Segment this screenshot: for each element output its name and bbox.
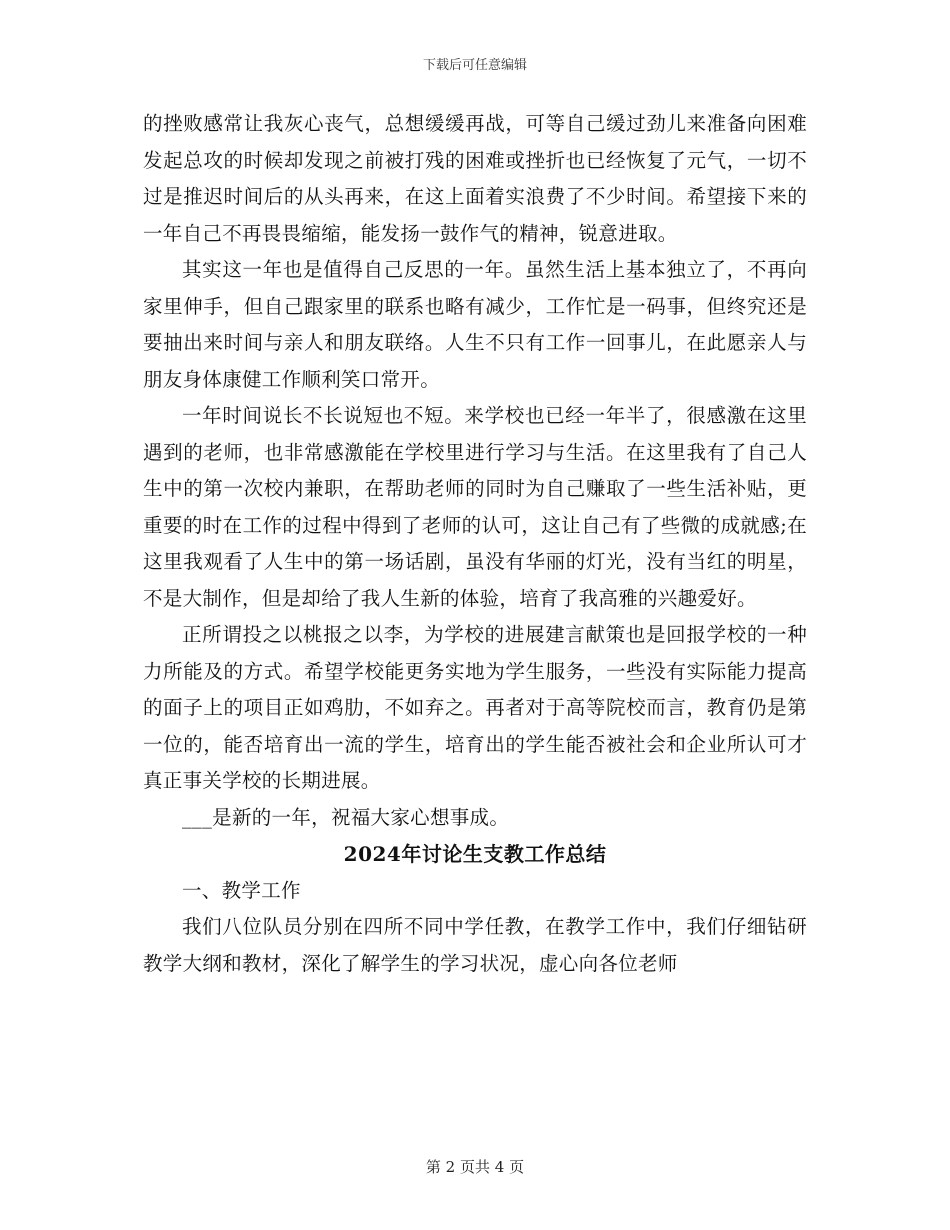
document-body [143, 106, 807, 982]
paragraph-2: 其实这一年也是值得自己反思的一年。虽然生活上基本独立了，不再向家里伸手，但自己跟家里的联系也略有减少，工作忙是一码事，但终究还是要抽出来时间与亲人和朋友联络。人生不只有工作一回事儿，在此愿亲人与朋友身体康健工作顺利笑口常开。 [143, 258, 807, 391]
page-footer: 第 2 页共 4 页 [425, 1158, 525, 1176]
section-title: 2024年讨论生支教工作总结 [343, 842, 607, 866]
paragraph-6: 我们八位队员分别在四所不同中学任教，在教学工作中，我们仔细钻研教学大纲和教材，深化了解学生的学习状况，虚心向各位老师 [143, 915, 807, 975]
page-header: 下载后可任意编辑 [422, 58, 527, 73]
paragraph-5: ___是新的一年，祝福大家心想事成。 [182, 805, 510, 829]
paragraph-1: 的挫败感常让我灰心丧气，总想缓缓再战，可等自己缓过劲儿来准备向困难发起总攻的时候却发现之前被打残的困难或挫折也已经恢复了元气，一切不过是推迟时间后的从头再来，在这上面着实浪费了不少时间。希望接下来的一年自己不再畏畏缩缩，能发扬一鼓作气的精神，锐意进取。 [143, 112, 807, 245]
paragraph-3: 一年时间说长不长说短也不短。来学校也已经一年半了，很感激在这里遇到的老师，也非常感激能在学校里进行学习与生活。在这里我有了自己人生中的第一次校内兼职，在帮助老师的同时为自己赚取了一些生活补贴，更重要的时在工作的过程中得到了老师的认可，这让自己有了些微的成就感;在这里我观看了人生中的第一场话剧，虽没有华丽的灯光，没有当红的明星，不是大制作，但是却给了我人生新的体验，培育了我高雅的兴趣爱好。 [143, 404, 807, 610]
paragraph-4: 正所谓投之以桃报之以李，为学校的进展建言献策也是回报学校的一种力所能及的方式。希望学校能更务实地为学生服务，一些没有实际能力提高的面子上的项目正如鸡肋，不如弃之。再者对于高等院校而言，教育仍是第一位的，能否培育出一流的学生，培育出的学生能否被社会和企业所认可才真正事关学校的长期进展。 [143, 623, 807, 792]
section-heading: 一、教学工作 [182, 878, 301, 902]
